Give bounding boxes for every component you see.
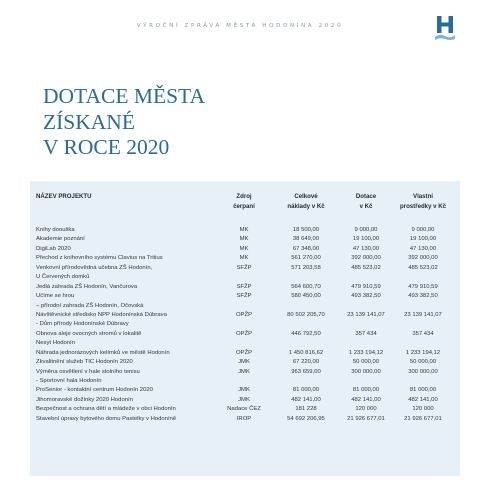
table-row	[36, 368, 456, 377]
table-row	[36, 235, 456, 244]
total-costs-cell: 571 203,58	[291, 264, 321, 271]
header-total-costs	[272, 192, 340, 211]
table-row	[36, 283, 456, 292]
page-title-line-3: V ROCE 2020	[43, 135, 170, 159]
total-costs-cell: 54 692 206,95	[287, 415, 325, 422]
header-source-line-2: čerpaní	[233, 202, 255, 210]
project-name-cell: Učíme se hrou	[36, 293, 75, 300]
table-row	[36, 245, 456, 254]
table-row	[36, 302, 456, 311]
header-subsidy-line-2: v Kč	[359, 202, 373, 210]
table-row	[36, 405, 456, 414]
subsidy-cell: 19 100,00	[352, 236, 380, 243]
source-cell: MK	[239, 255, 249, 262]
total-costs-cell: 580 450,00	[291, 293, 321, 300]
header-subsidy-line-1: Dotace	[355, 193, 377, 200]
hodonin-h-logo-icon	[434, 14, 456, 44]
table-row	[36, 320, 456, 329]
total-costs-cell: 446 792,50	[291, 330, 321, 337]
subsidy-cell: 81 000,00	[352, 387, 380, 394]
running-header: VÝROČNÍ ZPRÁVA MĚSTA HODONÍNA 2020	[136, 23, 344, 29]
total-costs-cell: 18 500,00	[292, 227, 320, 233]
subsidy-cell: 47 130,00	[352, 245, 380, 252]
subsidy-cell: 357 434	[355, 330, 377, 337]
header-own-funds	[390, 192, 456, 211]
header-own-line-2: prostředky v Kč	[399, 202, 447, 210]
table-row	[36, 377, 456, 386]
header-total-line-2: náklady v Kč	[287, 202, 325, 210]
table-row	[36, 254, 456, 263]
table-row	[36, 273, 456, 282]
project-name-cell: – přírodní zahrada ZŠ Hodonín, Očovská	[36, 302, 144, 309]
header-own-line-1: Vlastní	[413, 193, 433, 200]
source-cell: JMK	[238, 359, 250, 366]
table-row	[36, 358, 456, 367]
own-funds-cell: 482 141,00	[408, 396, 438, 403]
table-row	[36, 396, 456, 405]
project-name-cell: Obnova aleje ovocných stromů v lokalitě	[36, 330, 142, 337]
subsidy-cell: 21 926 677,01	[347, 415, 385, 422]
total-costs-cell: 67 348,00	[292, 245, 320, 252]
subsidy-cell: 479 910,59	[351, 283, 381, 290]
header-subsidy	[342, 192, 390, 211]
header-source	[221, 192, 267, 211]
source-cell: Nadace ČEZ	[227, 406, 261, 413]
source-cell: JMK	[238, 387, 250, 394]
source-cell: MK	[239, 245, 249, 252]
total-costs-cell: 80 502 205,70	[287, 311, 325, 318]
project-name-cell: Knihy doouška	[36, 227, 75, 233]
page-title	[43, 84, 205, 161]
subsidy-cell: 23 139 141,07	[347, 311, 385, 318]
subsidy-cell: 482 141,00	[351, 396, 381, 403]
project-name-cell: Výměna osvětlení v hale stolního tenisu	[36, 368, 140, 375]
header-project-name: NÁZEV PROJEKTU	[36, 193, 92, 200]
project-name-cell: Zkvalitnění služeb TIC Hodonín 2020	[36, 359, 133, 366]
total-costs-cell: 1 450 816,62	[288, 349, 324, 356]
project-name-cell: U Červených domků	[36, 274, 90, 281]
project-name-cell: Přechod z knihovního systému Clavius na Tritius	[36, 255, 163, 262]
project-name-cell: Náhrada jednorázových kelímků ve městě Hodonín	[36, 349, 170, 356]
source-cell: MK	[239, 236, 249, 243]
project-name-cell: Venkovní přírodovědná učebna ZŠ Hodonín,	[36, 264, 153, 271]
table-row	[36, 311, 456, 320]
own-funds-cell: 47 130,00	[409, 245, 437, 252]
project-name-cell: Návštěvnické středisko NPP Hodonínská Dúbrava	[36, 311, 167, 318]
source-cell: IROP	[236, 415, 252, 422]
source-cell: JMK	[238, 396, 250, 403]
total-costs-cell: 482 141,00	[291, 396, 321, 403]
total-costs-cell: 963 659,00	[291, 368, 321, 375]
project-name-cell: Stavební úpravy bytového domu Pastelky v Hodoníně	[36, 415, 177, 422]
total-costs-cell: 38 649,00	[292, 236, 320, 243]
total-costs-cell: 564 600,70	[291, 283, 321, 290]
header-source-line-1: Zdroj	[236, 193, 252, 200]
project-name-cell: Nesyt Hodonín	[36, 340, 75, 347]
own-funds-cell: 23 139 141,07	[404, 311, 442, 318]
subsidy-cell: 493 382,50	[351, 293, 381, 300]
total-costs-cell: 67 220,00	[292, 359, 320, 366]
own-funds-cell: 21 926 677,01	[404, 415, 442, 422]
table-body	[36, 226, 456, 424]
subsidy-cell: 50 000,00	[352, 359, 380, 366]
project-name-cell: - Sportovní hala Hodonín	[36, 378, 102, 384]
project-name-cell: Akademie poznání	[36, 236, 85, 243]
own-funds-cell: 120 000	[412, 406, 434, 413]
table-row	[36, 349, 456, 358]
subsidy-cell: 1 233 194,12	[348, 349, 384, 356]
page-title-line-1: DOTACE MĚSTA	[43, 84, 205, 108]
own-funds-cell: 1 233 194,12	[405, 349, 441, 356]
total-costs-cell: 561 270,00	[291, 255, 321, 262]
table-row	[36, 226, 456, 235]
table-row	[36, 386, 456, 395]
source-cell: OPŽP	[235, 311, 253, 318]
own-funds-cell: 81 000,00	[409, 387, 437, 394]
table-row	[36, 330, 456, 339]
table-row	[36, 339, 456, 348]
own-funds-cell: 485 523,02	[408, 264, 438, 271]
own-funds-cell: 9 000,00	[411, 227, 435, 233]
project-name-cell: DigiLab 2020	[36, 245, 71, 252]
own-funds-cell: 357 434	[412, 330, 434, 337]
source-cell: OPŽP	[235, 330, 253, 337]
page-title-line-2: ZÍSKANÉ	[43, 109, 135, 134]
own-funds-cell: 50 000,00	[409, 359, 437, 366]
source-cell: MK	[239, 227, 249, 233]
project-name-cell: Jedlá zahrada ZŠ Hodonín, Vančurova	[36, 283, 138, 290]
own-funds-cell: 493 382,50	[408, 293, 438, 300]
project-name-cell: ProSenior - kontaktní centrum Hodonín 2020	[36, 387, 153, 394]
source-cell: OPŽP	[235, 349, 253, 356]
own-funds-cell: 300 000,00	[408, 368, 438, 375]
source-cell: SFŽP	[236, 283, 252, 290]
table-row	[36, 264, 456, 273]
source-cell: SFŽP	[236, 264, 252, 271]
subsidy-cell: 485 523,02	[351, 264, 381, 271]
total-costs-cell: 81 000,00	[292, 387, 320, 394]
table-row	[36, 415, 456, 424]
own-funds-cell: 479 910,59	[408, 283, 438, 290]
table-header	[36, 192, 456, 220]
source-cell: SFŽP	[236, 293, 252, 300]
project-name-cell: - Dům přírody Hodonínské Dúbravy	[36, 321, 129, 328]
subsidy-cell: 392 000,00	[351, 255, 381, 262]
own-funds-cell: 19 100,00	[409, 236, 437, 243]
project-name-cell: Jihomoravské dožínky 2020 Hodonín	[36, 396, 133, 403]
own-funds-cell: 392 000,00	[408, 255, 438, 262]
project-name-cell: Bezpečnost a ochrana dětí a mládeže v obci Hodonín	[36, 406, 176, 413]
header-total-line-1: Celkové	[294, 193, 318, 200]
table-row	[36, 292, 456, 301]
subsidy-cell: 120 000	[355, 406, 377, 413]
subsidy-cell: 9 000,00	[354, 227, 378, 233]
total-costs-cell: 181 228	[295, 406, 317, 413]
source-cell: JMK	[238, 368, 250, 375]
subsidy-cell: 300 000,00	[351, 368, 381, 375]
